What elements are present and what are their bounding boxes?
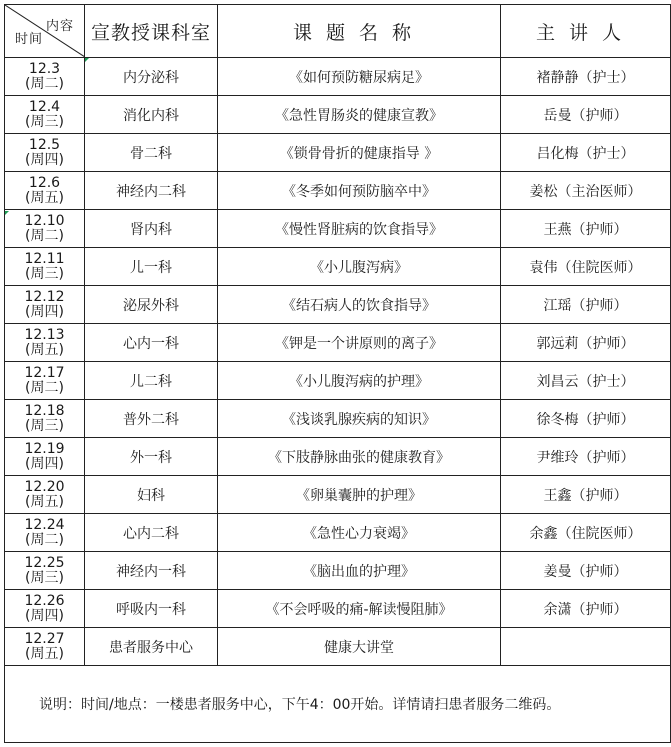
topic-cell: 《慢性肾脏病的饮食指导》	[218, 210, 501, 248]
topic-cell: 《下肢静脉曲张的健康教育》	[218, 438, 501, 476]
weekday-text: (周五)	[25, 493, 64, 510]
speaker-cell: 姜松（主治医师）	[501, 172, 671, 210]
speaker-cell: 郭远莉（护师）	[501, 324, 671, 362]
table-row	[5, 134, 671, 172]
table-row	[5, 552, 671, 590]
weekday-text: (周三)	[25, 265, 64, 282]
topic-cell: 《小儿腹泻病》	[218, 248, 501, 286]
date-text: 12.25	[24, 554, 65, 571]
department-cell: 心内一科	[85, 324, 218, 362]
header-speaker: 主讲人	[501, 5, 671, 58]
date-text: 12.20	[24, 478, 65, 495]
weekday-text: (周五)	[25, 645, 64, 662]
topic-cell: 《锁骨骨折的健康指导 》	[218, 134, 501, 172]
date-text: 12.3	[28, 60, 61, 77]
topic-cell: 《急性心力衰竭》	[218, 514, 501, 552]
schedule-table-body	[5, 5, 671, 743]
department-cell: 呼吸内一科	[85, 590, 218, 628]
weekday-text: (周五)	[25, 341, 64, 358]
speaker-cell: 姜曼（护师）	[501, 552, 671, 590]
weekday-text: (周四)	[25, 303, 64, 320]
date-cell	[5, 248, 85, 286]
department-cell: 儿二科	[85, 362, 218, 400]
speaker-cell: 袁伟（住院医师）	[501, 248, 671, 286]
speaker-cell: 王鑫（护师）	[501, 476, 671, 514]
date-text: 12.27	[24, 630, 65, 647]
weekday-text: (周二)	[25, 75, 64, 92]
date-text: 12.10	[24, 212, 65, 229]
date-text: 12.12	[24, 288, 65, 305]
weekday-text: (周四)	[25, 455, 64, 472]
table-row	[5, 362, 671, 400]
speaker-cell: 刘昌云（护士）	[501, 362, 671, 400]
note-row	[5, 666, 671, 743]
department-cell: 肾内科	[85, 210, 218, 248]
department-cell: 神经内二科	[85, 172, 218, 210]
header-corner-time-label: 时间	[15, 32, 44, 47]
header-department: 宣教授课科室	[85, 5, 218, 58]
header-corner-content-label: 内容	[45, 19, 74, 34]
weekday-text: (周三)	[25, 417, 64, 434]
table-row	[5, 590, 671, 628]
department-cell: 儿一科	[85, 248, 218, 286]
table-row	[5, 628, 671, 666]
date-cell	[5, 476, 85, 514]
date-cell	[5, 628, 85, 666]
date-cell	[5, 552, 85, 590]
topic-cell: 《冬季如何预防脑卒中》	[218, 172, 501, 210]
weekday-text: (周五)	[25, 189, 64, 206]
date-text: 12.26	[24, 592, 65, 609]
table-row	[5, 58, 671, 96]
date-cell	[5, 362, 85, 400]
table-row	[5, 514, 671, 552]
date-text: 12.18	[24, 402, 65, 419]
table-row	[5, 248, 671, 286]
table-row	[5, 286, 671, 324]
speaker-cell: 徐冬梅（护师）	[501, 400, 671, 438]
topic-cell: 《浅谈乳腺疾病的知识》	[218, 400, 501, 438]
date-text: 12.11	[24, 250, 65, 267]
weekday-text: (周二)	[25, 379, 64, 396]
date-text: 12.4	[28, 98, 61, 115]
date-cell	[5, 96, 85, 134]
speaker-cell: 王燕（护师）	[501, 210, 671, 248]
header-row	[5, 5, 671, 58]
table-row	[5, 476, 671, 514]
speaker-cell: 褚静静（护士）	[501, 58, 671, 96]
weekday-text: (周四)	[25, 151, 64, 168]
date-cell	[5, 400, 85, 438]
date-cell	[5, 172, 85, 210]
topic-cell: 健康大讲堂	[218, 628, 501, 666]
date-cell	[5, 324, 85, 362]
speaker-cell: 余潇（护师）	[501, 590, 671, 628]
department-cell: 骨二科	[85, 134, 218, 172]
table-row	[5, 400, 671, 438]
department-cell: 内分泌科	[85, 58, 218, 96]
cell-marker	[85, 58, 89, 62]
department-cell: 外一科	[85, 438, 218, 476]
schedule-table	[4, 4, 671, 743]
weekday-text: (周四)	[25, 607, 64, 624]
date-cell	[5, 590, 85, 628]
date-text: 12.13	[24, 326, 65, 343]
weekday-text: (周三)	[25, 569, 64, 586]
table-row	[5, 96, 671, 134]
header-corner-cell	[5, 5, 85, 58]
topic-cell: 《脑出血的护理》	[218, 552, 501, 590]
note-text: 说明：时间/地点：一楼患者服务中心，下午4：00开始。详情请扫患者服务二维码。	[5, 666, 671, 743]
department-cell: 普外二科	[85, 400, 218, 438]
table-row	[5, 172, 671, 210]
department-cell: 患者服务中心	[85, 628, 218, 666]
date-cell	[5, 58, 85, 96]
date-cell	[5, 438, 85, 476]
department-cell: 泌尿外科	[85, 286, 218, 324]
table-row	[5, 210, 671, 248]
date-cell	[5, 514, 85, 552]
weekday-text: (周三)	[25, 113, 64, 130]
department-cell: 神经内一科	[85, 552, 218, 590]
topic-cell: 《如何预防糖尿病足》	[218, 58, 501, 96]
topic-cell: 《卵巢囊肿的护理》	[218, 476, 501, 514]
speaker-cell: 余鑫（住院医师）	[501, 514, 671, 552]
weekday-text: (周二)	[25, 227, 64, 244]
date-text: 12.24	[24, 516, 65, 533]
table-row	[5, 324, 671, 362]
department-cell: 心内二科	[85, 514, 218, 552]
date-text: 12.6	[28, 174, 61, 191]
weekday-text: (周二)	[25, 531, 64, 548]
topic-cell: 《钾是一个讲原则的离子》	[218, 324, 501, 362]
cell-marker	[5, 211, 9, 215]
topic-cell: 《不会呼吸的痛-解读慢阻肺》	[218, 590, 501, 628]
topic-cell: 《急性胃肠炎的健康宣教》	[218, 96, 501, 134]
date-text: 12.5	[28, 136, 61, 153]
date-cell	[5, 286, 85, 324]
date-cell	[5, 210, 85, 248]
date-text: 12.19	[24, 440, 65, 457]
speaker-cell: 吕化梅（护士）	[501, 134, 671, 172]
table-row	[5, 438, 671, 476]
speaker-cell: 江瑶（护师）	[501, 286, 671, 324]
topic-cell: 《结石病人的饮食指导》	[218, 286, 501, 324]
date-cell	[5, 134, 85, 172]
speaker-cell: 岳曼（护师）	[501, 96, 671, 134]
header-topic: 课题名称	[218, 5, 501, 58]
department-cell: 妇科	[85, 476, 218, 514]
speaker-cell: 尹维玲（护师）	[501, 438, 671, 476]
topic-cell: 《小儿腹泻病的护理》	[218, 362, 501, 400]
date-text: 12.17	[24, 364, 65, 381]
department-cell: 消化内科	[85, 96, 218, 134]
speaker-cell	[501, 628, 671, 666]
